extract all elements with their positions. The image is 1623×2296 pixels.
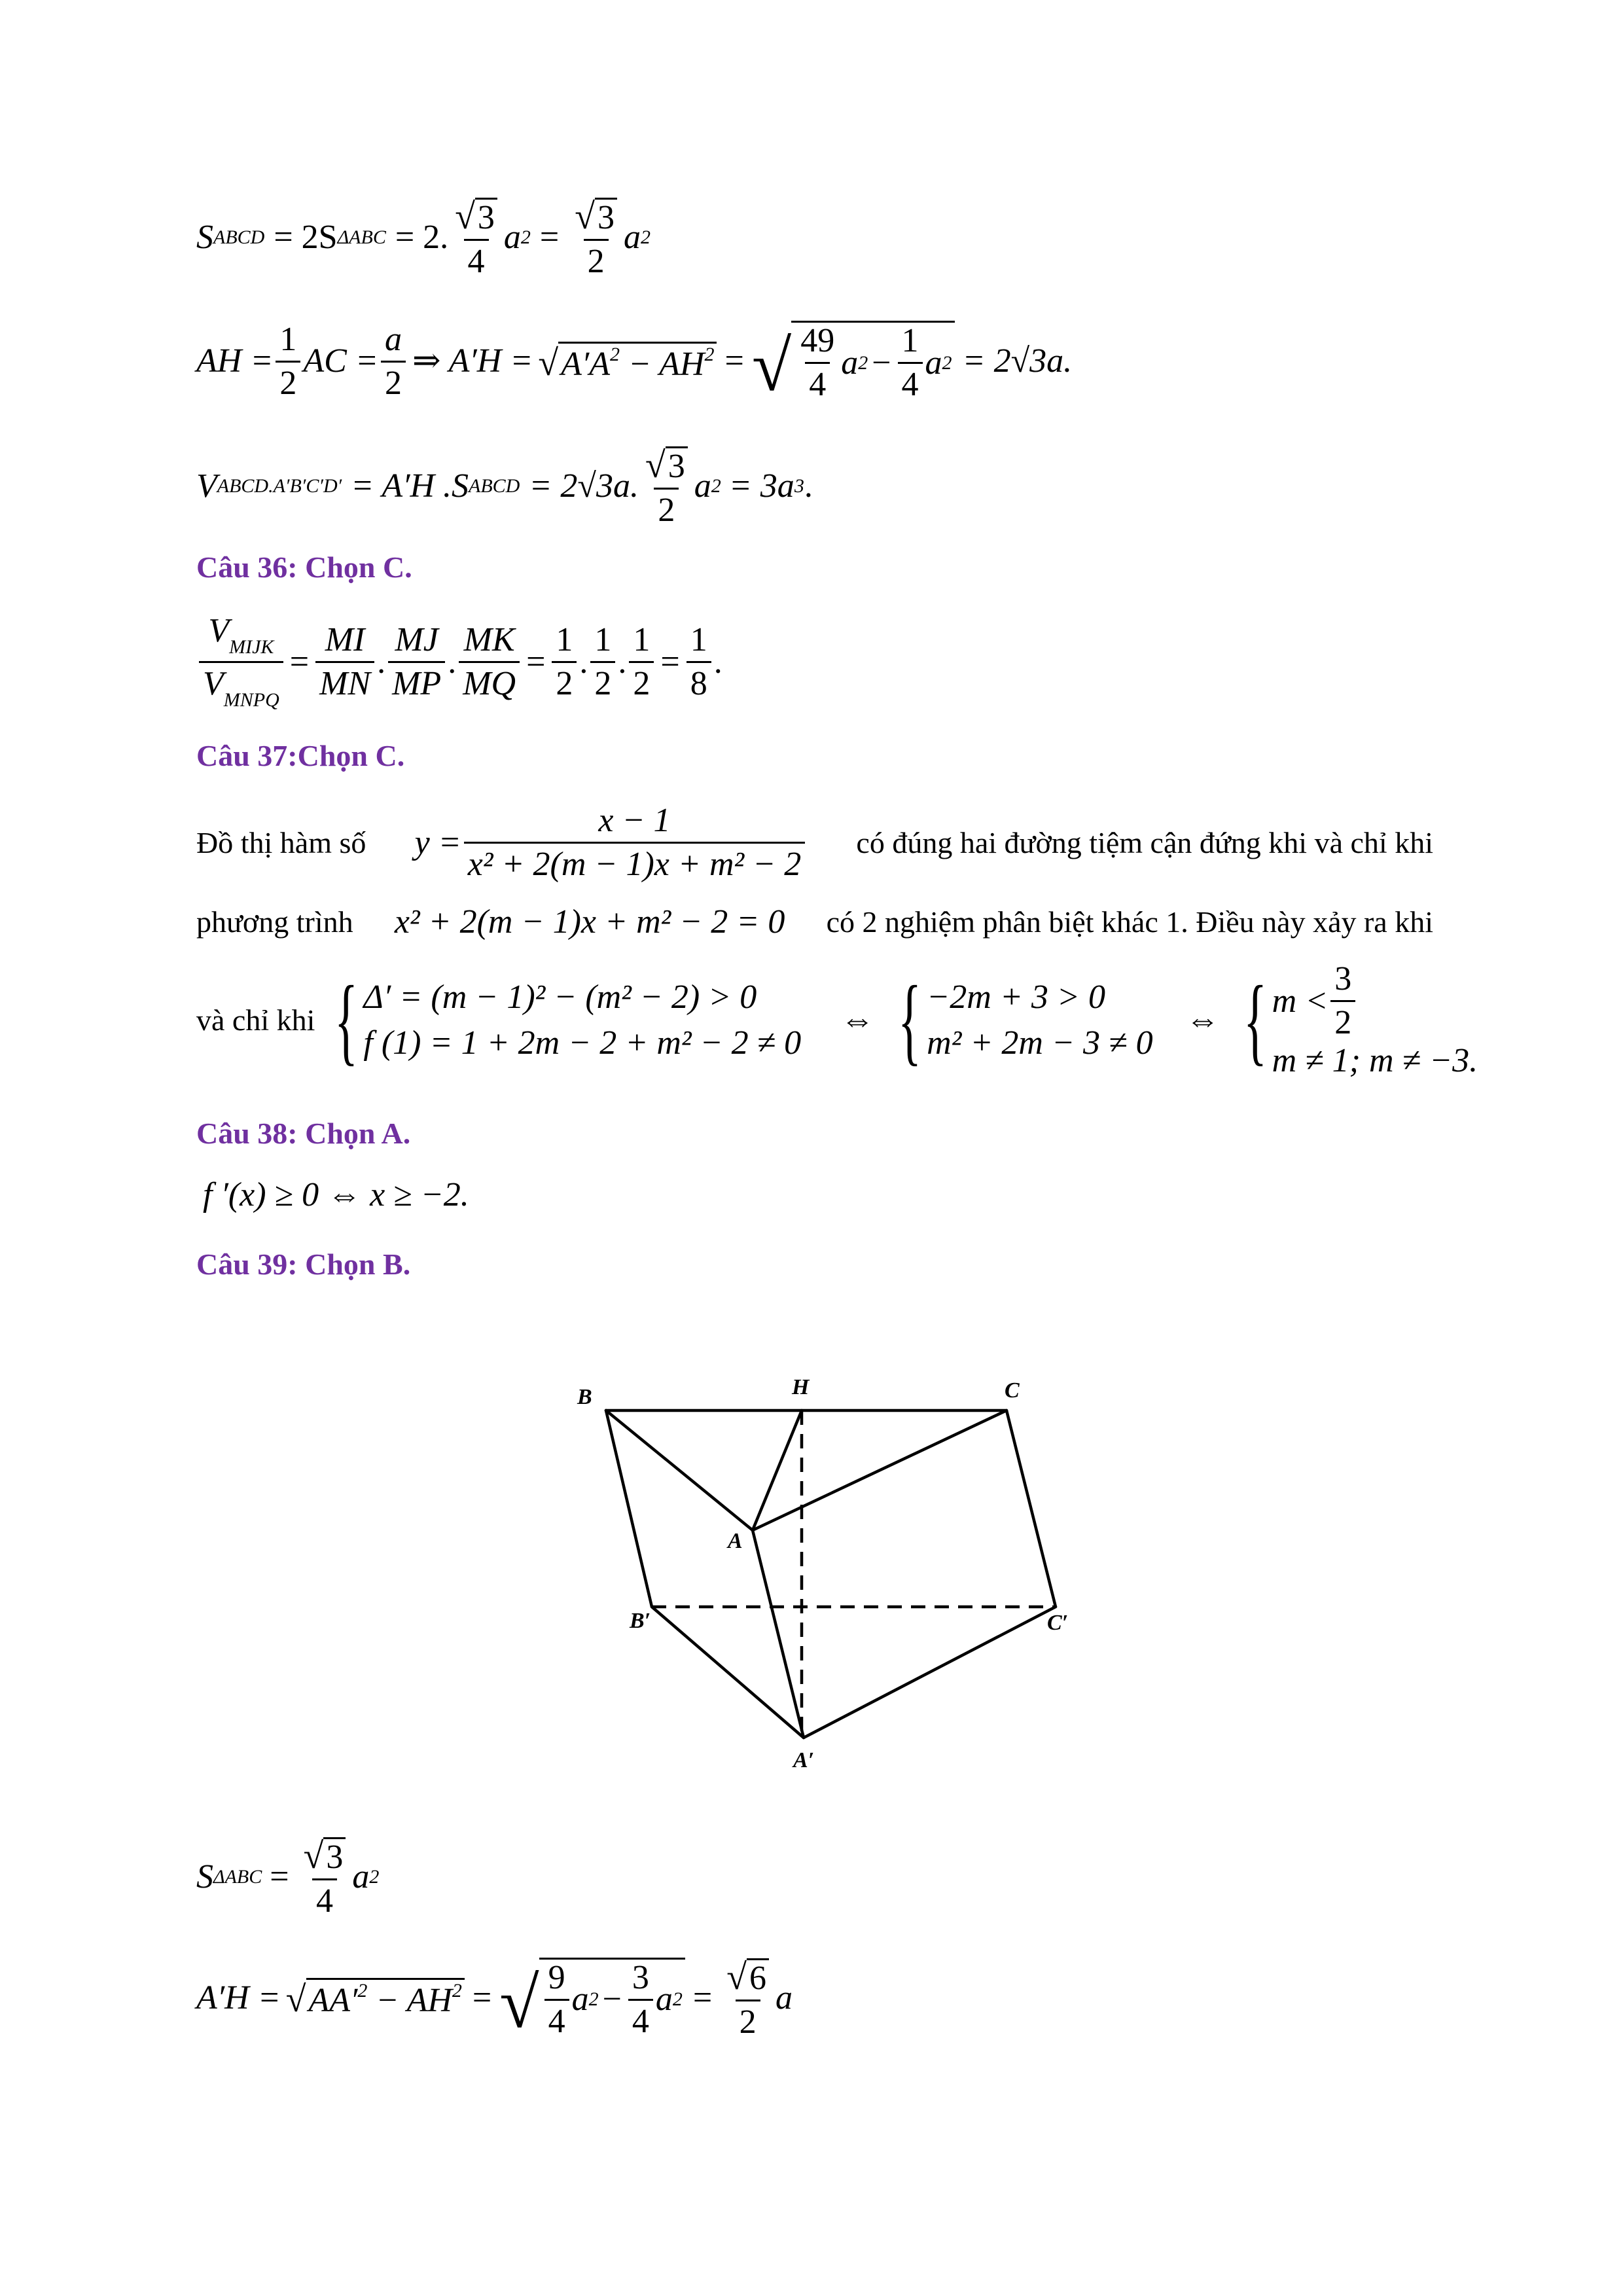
symbol-s: S	[196, 1857, 213, 1895]
denominator: 2	[276, 361, 300, 401]
term: y =	[414, 823, 461, 861]
fraction	[544, 1958, 569, 2040]
subscript: ΔABC	[213, 1865, 262, 1888]
equals: =	[526, 643, 546, 681]
term: AC =	[303, 342, 378, 380]
denominator: 4	[898, 362, 923, 402]
term: A′A	[561, 345, 611, 383]
numerator: MJ	[395, 621, 438, 658]
label-b-prime: B′	[630, 1609, 651, 1633]
variable-a: a	[352, 1857, 370, 1895]
edge-bbp	[606, 1410, 652, 1607]
equals: =	[692, 1979, 713, 2017]
variable-a: a	[623, 218, 641, 256]
fraction: √ 3 4	[451, 196, 501, 279]
system-line: m ≠ 1; m ≠ −3.	[1272, 1042, 1478, 1079]
numerator: 1	[556, 621, 573, 658]
symbol-s: S	[196, 218, 213, 256]
question-38-heading: Câu 38: Chọn A.	[196, 1117, 411, 1150]
period: .	[713, 643, 722, 681]
square-root: √ $AA'^2 - AH^2$	[286, 1978, 465, 2018]
paragraph-text: có 2 nghiệm phân biệt khác 1. Điều này xảy ra khi	[826, 905, 1433, 939]
variable-a: a	[841, 344, 859, 382]
subscript: ABCD	[469, 475, 520, 497]
label-c-prime: C′	[1047, 1611, 1069, 1635]
numerator: 49	[800, 322, 835, 359]
equals: =	[472, 1979, 492, 2017]
left-brace: {	[334, 965, 359, 1075]
radicand: 3	[475, 198, 497, 235]
term: = A′H .S	[351, 467, 469, 505]
term: AA′	[308, 1982, 358, 2020]
denominator: 4	[464, 239, 489, 279]
exponent: 2	[520, 226, 531, 248]
denominator: 4	[312, 1878, 337, 1918]
term: − AH	[376, 1982, 452, 2020]
variable-a: a	[503, 218, 521, 256]
equals: =	[539, 218, 560, 256]
equals: =	[660, 643, 680, 681]
exponent: 2	[452, 1980, 462, 2002]
subscript: MIJK	[229, 636, 274, 658]
exponent: 2	[588, 1988, 599, 2011]
exponent: 2	[369, 1865, 380, 1888]
numerator: 1	[279, 320, 297, 358]
numerator: MI	[325, 621, 365, 658]
question-39-heading: Câu 39: Chọn B.	[196, 1247, 411, 1281]
paragraph-text: và chỉ khi	[196, 1003, 315, 1037]
numerator: 1	[690, 621, 707, 658]
denominator: MN	[315, 661, 374, 701]
denominator: 2	[736, 2000, 760, 2039]
paragraph-text: có đúng hai đường tiệm cận đứng khi và chỉ khi	[856, 826, 1433, 859]
exponent: 2	[357, 1980, 368, 2002]
denominator: 2	[552, 661, 577, 701]
subscript: ABCD.A′B′C′D′	[217, 475, 342, 497]
system-line: Δ′ = (m − 1)² − (m² − 2) > 0	[363, 978, 757, 1016]
fraction: √ 3 2	[571, 196, 621, 279]
exponent: 2	[711, 475, 721, 497]
denominator: 4	[544, 1999, 569, 2039]
left-brace: {	[898, 965, 922, 1075]
equation-derivative: f ′(x) ≥ 0 ⇔ x ≥ −2.	[203, 1176, 469, 1213]
system-line: m² + 2m − 3 ≠ 0	[927, 1024, 1153, 1062]
edge-aap	[753, 1530, 804, 1738]
denominator: MQ	[459, 661, 520, 701]
numerator: 9	[548, 1958, 565, 1996]
denominator: 4	[628, 1999, 653, 2039]
period: .	[804, 467, 813, 505]
exponent: 2	[640, 226, 651, 248]
numerator: 3	[632, 1958, 649, 1996]
label-b: B	[577, 1385, 592, 1409]
radicand: 6	[747, 1958, 769, 1996]
numerator: 1	[901, 322, 919, 359]
label-c: C	[1005, 1378, 1020, 1403]
denominator: 2	[629, 661, 654, 701]
radicand: 3	[323, 1837, 346, 1874]
label-a-prime: A′	[793, 1748, 815, 1772]
question-37-heading: Câu 37:Chọn C.	[196, 739, 405, 772]
variable-a: a	[694, 467, 711, 505]
edge-bpap	[652, 1607, 804, 1738]
label-h: H	[792, 1375, 810, 1399]
fraction: √ 3 4	[300, 1836, 350, 1918]
label-a: A	[728, 1529, 743, 1553]
dot: .	[618, 643, 627, 681]
edge-ba	[606, 1410, 753, 1530]
exponent: 3	[794, 475, 804, 497]
exponent: 2	[942, 351, 952, 374]
left-brace: {	[1243, 965, 1267, 1075]
variable-a: a	[571, 1981, 589, 2018]
edge-apcp	[804, 1607, 1056, 1738]
equals: =	[289, 643, 310, 681]
system-line: −2m + 3 > 0	[927, 978, 1105, 1016]
exponent: 2	[858, 351, 868, 374]
equals: =	[724, 342, 744, 380]
system-line: m <	[1272, 982, 1329, 1020]
numerator: 1	[633, 621, 651, 658]
subscript: ΔABC	[337, 226, 386, 248]
equation-area-abc	[196, 1836, 379, 1918]
subscript: MNPQ	[223, 689, 279, 711]
equals: =	[270, 1857, 289, 1895]
edge-ah	[753, 1410, 802, 1530]
symbol-v: V	[196, 467, 217, 505]
denominator: 4	[805, 362, 830, 402]
term: − AH	[628, 345, 705, 383]
edge-ccp	[1007, 1410, 1056, 1607]
symbol-v: V	[203, 665, 224, 702]
question-36-heading: Câu 36: Chọn C.	[196, 550, 412, 584]
term: = 2S	[274, 218, 338, 256]
radicand: 3	[595, 198, 617, 235]
variable-a: a	[775, 1979, 793, 2017]
numerator: a	[384, 320, 402, 358]
denominator: 2	[1330, 1000, 1355, 1040]
term: = 2√3a.	[962, 342, 1073, 380]
numerator: MK	[463, 621, 515, 658]
radicand: 3	[666, 446, 688, 484]
square-root: √ $\frac{9}{4}$ a 2 − $\frac{3}{4}$ a 2	[499, 1958, 685, 2039]
denominator: 2	[590, 661, 615, 701]
subscript: ABCD	[213, 226, 265, 248]
term: = 3a	[728, 467, 794, 505]
fraction	[628, 1958, 653, 2040]
term: A′H =	[196, 1979, 281, 2017]
variable-a: a	[655, 1981, 673, 2018]
square-root: √ $\frac{49}{4}$ a 2 − $\frac{1}{4}$ a 2	[752, 321, 955, 402]
fraction: √ 6 2	[722, 1957, 773, 2039]
paragraph-text: Đồ thị hàm số	[196, 826, 366, 859]
system-line: f (1) = 1 + 2m − 2 + m² − 2 ≠ 0	[363, 1024, 802, 1062]
numerator: x − 1	[598, 802, 671, 839]
denominator: 8	[687, 661, 711, 701]
symbol-v: V	[208, 612, 230, 649]
numerator: 3	[1334, 960, 1352, 997]
edge-ac	[753, 1410, 1007, 1530]
dot: .	[448, 643, 457, 681]
denominator: MP	[388, 661, 445, 701]
iff-symbol: ⇔	[840, 1001, 875, 1039]
exponent: 2	[704, 343, 715, 365]
term: AH =	[196, 342, 274, 380]
denominator: 2	[381, 361, 406, 401]
denominator: 2	[654, 488, 679, 528]
iff-symbol: ⇔	[1185, 1001, 1220, 1039]
numerator: 1	[594, 621, 612, 658]
dot: .	[377, 643, 386, 681]
term: ⇒ A′H =	[412, 342, 533, 380]
fraction: √ 3 2	[641, 445, 692, 528]
variable-a: a	[925, 344, 942, 382]
square-root: √ $A'A^2 - AH^2$	[538, 342, 717, 382]
term: = 2.	[395, 218, 449, 256]
exponent: 2	[672, 1988, 683, 2011]
exponent: 2	[610, 343, 620, 365]
equation-aph	[196, 1956, 793, 2043]
equation: x² + 2(m − 1)x + m² − 2 = 0	[394, 903, 785, 941]
denominator: 2	[584, 239, 609, 279]
denominator: x² + 2(m − 1)x + m² − 2	[464, 842, 805, 882]
paragraph-text: phương trình	[196, 905, 353, 939]
dot: .	[579, 643, 588, 681]
term: = 2√3a.	[529, 467, 639, 505]
